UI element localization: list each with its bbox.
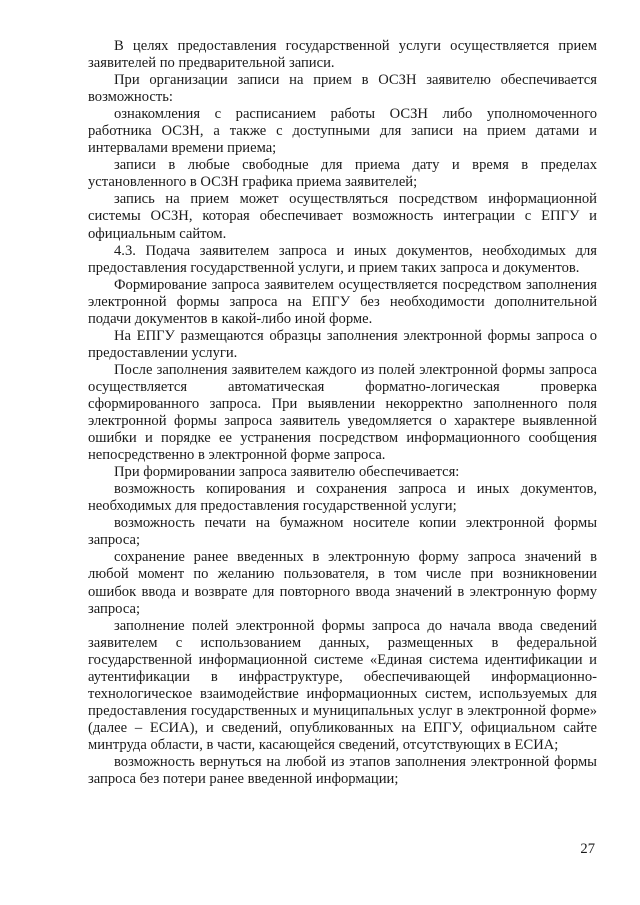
paragraph: В целях предоставления государственной услуги осуществляется прием заявителей по предварительной записи. bbox=[88, 38, 597, 72]
paragraph: запись на прием может осуществляться посредством информационной системы ОСЗН, которая обеспечивает возможность интеграции с ЕПГУ и официальным сайтом. bbox=[88, 191, 597, 242]
paragraph: При формировании запроса заявителю обеспечивается: bbox=[114, 464, 460, 481]
paragraph: 4.3. Подача заявителем запроса и иных документов, необходимых для предоставления государственной услуги, и прием таких запроса и документов. bbox=[88, 242, 597, 276]
paragraph: возможность вернуться на любой из этапов заполнения электронной формы запроса без потери ранее введенной информации; bbox=[88, 753, 597, 788]
paragraph: сохранение ранее введенных в электронную форму запроса значений в любой момент по желанию пользователя, в том числе при возникновении ошибок ввода и возврате для повторного ввода значений в электронную форму запроса; bbox=[88, 549, 597, 617]
paragraph: ознакомления с расписанием работы ОСЗН либо уполномоченного работника ОСЗН, а также с доступными для записи на прием датами и интервалами времени приема; bbox=[88, 106, 597, 157]
paragraph: На ЕПГУ размещаются образцы заполнения электронной формы запроса о предоставлении услуги. bbox=[88, 327, 597, 361]
body-text bbox=[88, 38, 597, 788]
paragraph: записи в любые свободные для приема дату и время в пределах установленного в ОСЗН графика приема заявителей; bbox=[88, 157, 597, 191]
paragraph: Формирование запроса заявителем осуществляется посредством заполнения электронной формы запроса на ЕПГУ без необходимости дополнительной подачи документов в какой-либо иной форме. bbox=[88, 276, 597, 327]
paragraph: заполнение полей электронной формы запроса до начала ввода сведений заявителем с использованием данных, размещенных в федеральной государственной информационной системе «Единая система идентификации и аутентификации в инфраструктуре, обеспечивающей информационно-технологическое взаимодействие информационных систем, используемых для предоставления государственных и муниципальных услуг в электронной форме» (далее – ЕСИА), и сведений, опубликованных на ЕПГУ, официальном сайте минтруда области, в части, касающейся сведений, отсутствующих в ЕСИА; bbox=[88, 617, 597, 753]
paragraph: После заполнения заявителем каждого из полей электронной формы запроса осуществляется автоматическая форматно-логическая проверка сформированного запроса. При выявлении некорректно заполненного поля электронной формы запроса заявитель уведомляется о характере выявленной ошибки и порядке ее устранения посредством информационного сообщения непосредственно в электронной форме запроса. bbox=[88, 361, 597, 464]
paragraph: возможность печати на бумажном носителе копии электронной формы запроса; bbox=[88, 515, 597, 549]
paragraph: При организации записи на прием в ОСЗН заявителю обеспечивается возможность: bbox=[88, 72, 597, 106]
paragraph: возможность копирования и сохранения запроса и иных документов, необходимых для предоставления государственной услуги; bbox=[88, 481, 597, 515]
page-number: 27 bbox=[580, 841, 595, 857]
